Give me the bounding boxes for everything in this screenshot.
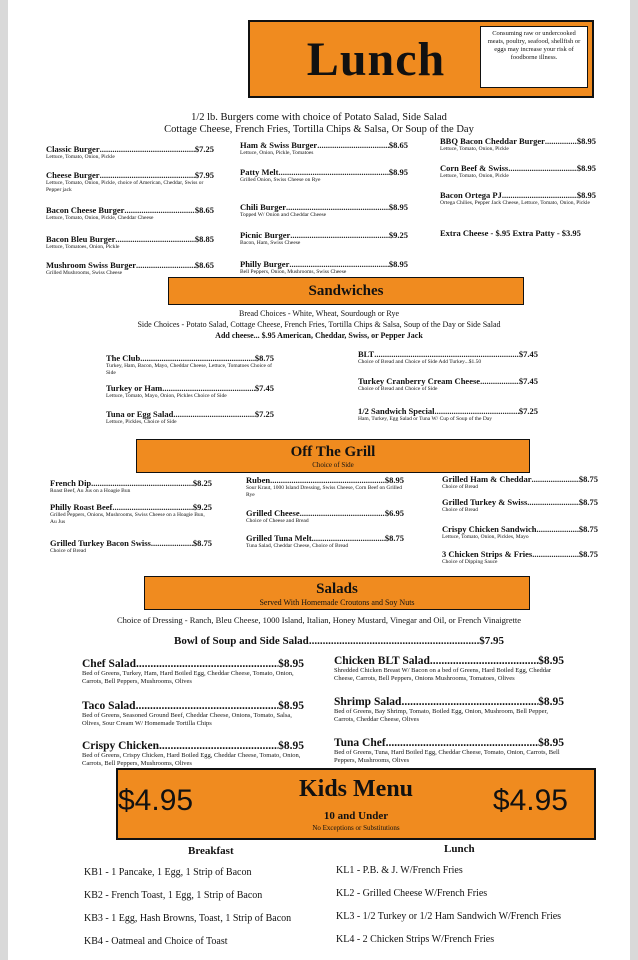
menu-item xyxy=(240,167,408,184)
kids-breakfast-item: KB2 - French Toast, 1 Egg, 1 Strip of Bacon xyxy=(84,890,263,901)
menu-item xyxy=(358,349,538,366)
item-description: Choice of Cheese and Bread xyxy=(246,518,309,524)
dressing-choices: Choice of Dressing - Ranch, Bleu Cheese, 1000 Island, Italian, Honey Mustard, Vinegar and Oil, or French Vinaigrette xyxy=(117,615,521,625)
kids-lunch-heading: Lunch xyxy=(444,843,475,855)
item-description: Bed of Greens, Seasoned Ground Beef, Cheddar Cheese, Onions, Tomato, Salsa, Olives, Sour Cream W/ Homemade Tortilla Chips xyxy=(82,712,292,727)
item-name: Bacon Cheese Burger xyxy=(46,205,125,215)
item-price: $8.25 xyxy=(192,478,212,488)
item-price: $6.95 xyxy=(384,508,404,518)
item-price: $8.95 xyxy=(278,740,304,752)
item-description: Grilled Onion, Swiss Cheese on Rye xyxy=(240,177,321,183)
item-description: Topped W/ Onion and Cheddar Cheese xyxy=(240,212,327,218)
item-description: Lettuce, Tomato, Onion, Pickle, Cheddar Cheese xyxy=(46,215,154,221)
menu-item xyxy=(46,234,214,251)
item-price: $7.25 xyxy=(518,406,538,416)
item-name: 1/2 Sandwich Special xyxy=(358,406,435,416)
item-description: Lettuce, Pickles, Choice of Side xyxy=(106,419,177,425)
item-price: $8.95 xyxy=(576,136,596,146)
grill-subtitle: Choice of Side xyxy=(312,461,354,469)
item-description: Lettuce, Tomato, Onion, Pickle xyxy=(46,154,115,160)
kids-breakfast-item: KB4 - Oatmeal and Choice of Toast xyxy=(84,936,228,947)
item-name: BLT xyxy=(358,349,375,359)
item-name: Ruben xyxy=(246,475,271,485)
item-name: Patty Melt xyxy=(240,167,279,177)
item-name: Cheese Burger xyxy=(46,170,100,180)
item-price: $7.45 xyxy=(518,376,538,386)
menu-item xyxy=(334,737,564,764)
item-price: $8.95 xyxy=(538,737,564,749)
item-name: Crispy Chicken xyxy=(82,740,159,752)
menu-item xyxy=(240,202,408,219)
item-name: The Club xyxy=(106,353,141,363)
item-name: Mushroom Swiss Burger xyxy=(46,260,137,270)
menu-item xyxy=(82,700,304,727)
item-description: Ham, Turkey, Egg Salad or Tuna W/ Cup of Soup of the Day xyxy=(358,416,492,422)
item-price: $8.95 xyxy=(576,163,596,173)
sandwiches-title: Sandwiches xyxy=(308,283,384,299)
menu-item xyxy=(106,409,274,426)
item-description: Choice of Bread xyxy=(442,484,479,490)
item-description: Shredded Chicken Breast W/ Bacon on a bed of Greens, Hard Boiled Egg, Cheddar Cheese, Carrots, Bell Peppers, Onions Mushrooms, Tomatoes, Olives xyxy=(334,667,552,682)
item-name: Corn Beef & Swiss xyxy=(440,163,509,173)
kids-price-right: $4.95 xyxy=(492,784,568,817)
item-name: Chef Salad xyxy=(82,658,136,670)
item-name: Bacon Ortega PJ xyxy=(440,190,502,200)
item-price: $8.75 xyxy=(578,549,598,559)
item-price: $8.75 xyxy=(384,533,404,543)
menu-item xyxy=(82,658,304,685)
menu-item xyxy=(50,502,212,525)
item-description: Choice of Bread and Choice of Side xyxy=(358,386,438,392)
menu-item xyxy=(106,353,274,376)
menu-item xyxy=(334,655,564,682)
menu-item xyxy=(240,259,408,276)
kids-lunch-item: KL4 - 2 Chicken Strips W/French Fries xyxy=(336,934,495,945)
kids-lunch-item: KL1 - P.B. & J. W/French Fries xyxy=(336,865,463,876)
item-description: Sour Kraut, 1000 Island Dressing, Swiss Cheese, Corn Beef on Grilled Rye xyxy=(246,485,402,498)
item-description: Grilled Peppers, Onions, Mushrooms, Swiss Cheese on a Hoagie Bun, Au Jus xyxy=(50,512,205,525)
menu-item xyxy=(246,533,404,550)
kids-breakfast-heading: Breakfast xyxy=(188,845,234,857)
salads-subtitle: Served With Homemade Croutons and Soy Nuts xyxy=(259,598,415,607)
item-price: $8.75 xyxy=(578,524,598,534)
item-price: $7.25 xyxy=(254,409,274,419)
menu-item xyxy=(442,549,598,566)
menu-item xyxy=(440,163,596,180)
item-price: $8.65 xyxy=(194,205,214,215)
item-name: Grilled Tuna Melt xyxy=(246,533,312,543)
item-name: Crispy Chicken Sandwich xyxy=(442,524,537,534)
kids-no-exceptions: No Exceptions or Substitutions xyxy=(312,824,400,832)
item-price: $8.75 xyxy=(578,474,598,484)
kids-breakfast-item: KB1 - 1 Pancake, 1 Egg, 1 Strip of Bacon xyxy=(84,867,252,878)
item-price: $9.25 xyxy=(192,502,212,512)
item-description: Bed of Greens, Crispy Chicken, Hard Boiled Egg, Cheddar Cheese, Tomato, Onion, Carrots, Bell Peppers, Mushrooms, Olives xyxy=(82,752,301,767)
item-description: Turkey, Ham, Bacon, Mayo, Cheddar Cheese, Lettuce, Tomatoes Choice of Side xyxy=(106,363,272,376)
item-name: 3 Chicken Strips & Fries xyxy=(442,549,533,559)
kids-banner xyxy=(116,768,596,840)
item-price: $8.75 xyxy=(578,497,598,507)
item-description: Bacon, Ham, Swiss Cheese xyxy=(240,240,301,246)
item-name: Tuna Chef xyxy=(334,737,386,749)
item-price: $8.95 xyxy=(388,259,408,269)
item-price: $8.95 xyxy=(388,167,408,177)
item-name: Tuna or Egg Salad xyxy=(106,409,174,419)
item-price: $9.25 xyxy=(388,230,408,240)
item-price: $7.45 xyxy=(254,383,274,393)
item-name: Philly Roast Beef xyxy=(50,502,113,512)
item-name: Grilled Cheese xyxy=(246,508,300,518)
salads-banner xyxy=(144,576,530,610)
burger-intro-line-1: 1/2 lb. Burgers come with choice of Potato Salad, Side Salad xyxy=(191,112,447,123)
menu-item xyxy=(358,376,538,393)
item-price: $8.95 xyxy=(388,202,408,212)
item-description: Bed of Greens, Bay Shrimp, Tomato, Boiled Egg, Onion, Mushroom, Bell Pepper, Carrots, Cheddar Cheese, Olives xyxy=(334,708,549,723)
item-name: Grilled Turkey & Swiss xyxy=(442,497,528,507)
menu-item xyxy=(246,508,404,525)
item-name: Shrimp Salad xyxy=(334,696,402,708)
item-description: Lettuce, Onion, Pickle, Tomatoes xyxy=(240,150,314,156)
kids-lunch-item: KL3 - 1/2 Turkey or 1/2 Ham Sandwich W/French Fries xyxy=(336,911,562,922)
item-price: $8.75 xyxy=(254,353,274,363)
item-price: $8.95 xyxy=(384,475,404,485)
menu-page xyxy=(8,0,630,960)
lunch-banner xyxy=(248,20,594,98)
menu-item xyxy=(50,478,212,495)
item-price: $8.95 xyxy=(538,655,564,667)
item-name: Ham & Swiss Burger xyxy=(240,140,318,150)
burger-intro-line-2: Cottage Cheese, French Fries, Tortilla Chips & Salsa, Or Soup of the Day xyxy=(164,124,474,135)
menu-item xyxy=(46,205,214,222)
item-name: Turkey Cranberry Cream Cheese xyxy=(358,376,481,386)
item-description: Lettuce, Tomato, Mayo, Onion, Pickles Choice of Side xyxy=(106,393,227,399)
menu-item xyxy=(246,475,404,498)
item-price: $7.25 xyxy=(194,144,214,154)
menu-item xyxy=(442,474,598,491)
item-name: Grilled Turkey Bacon Swiss xyxy=(50,538,151,548)
sandwiches-banner xyxy=(168,277,524,305)
item-description: Tuna Salad, Cheddar Cheese, Choice of Bread xyxy=(246,543,349,549)
item-description: Lettuce, Tomato, Onion, Pickle xyxy=(440,173,509,179)
item-description: Ortega Chilies, Pepper Jack Cheese, Lettuce, Tomato, Onion, Pickle xyxy=(440,200,590,206)
soup-salad-price: $7.95 xyxy=(479,635,504,647)
menu-item xyxy=(46,144,214,161)
grill-banner xyxy=(136,439,530,473)
item-price: $7.95 xyxy=(194,170,214,180)
item-description: Bell Peppers, Onion, Mushrooms, Swiss Cheese xyxy=(240,269,347,275)
menu-item xyxy=(440,136,596,153)
item-name: Taco Salad xyxy=(82,700,136,712)
item-description: Lettuce, Tomato, Onion, Pickles, Mayo xyxy=(442,534,529,540)
item-name: French Dip xyxy=(50,478,92,488)
kids-breakfast-item: KB3 - 1 Egg, Hash Browns, Toast, 1 Strip of Bacon xyxy=(84,913,292,924)
menu-item xyxy=(334,696,564,723)
side-choices: Side Choices - Potato Salad, Cottage Cheese, French Fries, Tortilla Chips & Salsa, Soup of the Day or Side Salad xyxy=(137,320,501,329)
item-name: Picnic Burger xyxy=(240,230,291,240)
menu-item xyxy=(240,140,408,157)
kids-lunch-item: KL2 - Grilled Cheese W/French Fries xyxy=(336,888,488,899)
item-description: Roast Beef, Au Jus on a Hoagie Bun xyxy=(50,488,131,494)
item-name: Grilled Ham & Cheddar xyxy=(442,474,532,484)
item-description: Choice of Bread xyxy=(442,507,479,513)
menu-item xyxy=(50,538,212,555)
menu-item xyxy=(82,740,304,767)
item-description: Choice of Dipping Sauce xyxy=(442,559,498,565)
item-price: $8.65 xyxy=(194,260,214,270)
item-description: Lettuce, Tomatoes, Onion, Pickle xyxy=(46,244,120,250)
item-price: $8.95 xyxy=(278,700,304,712)
item-name: Chili Burger xyxy=(240,202,287,212)
soup-salad-name: Bowl of Soup and Side Salad xyxy=(174,635,309,647)
kids-age: 10 and Under xyxy=(323,810,389,822)
soup-salad-item xyxy=(174,635,504,647)
item-price: $8.75 xyxy=(192,538,212,548)
menu-item xyxy=(46,170,214,193)
menu-item xyxy=(358,406,538,423)
menu-item xyxy=(106,383,274,400)
item-name: Philly Burger xyxy=(240,259,290,269)
item-description: Choice of Bread and Choice of Side Add Turkey...$1.50 xyxy=(358,359,482,365)
item-price: $8.95 xyxy=(278,658,304,670)
menu-item xyxy=(240,230,408,247)
menu-item xyxy=(442,497,598,514)
item-price: $8.85 xyxy=(194,234,214,244)
menu-item xyxy=(46,260,214,277)
item-price: $7.45 xyxy=(518,349,538,359)
lunch-title: Lunch xyxy=(306,33,446,86)
extras-line: Extra Cheese - $.95 Extra Patty - $3.95 xyxy=(440,228,581,238)
bread-choices: Bread Choices - White, Wheat, Sourdough or Rye xyxy=(238,309,399,318)
item-name: Classic Burger xyxy=(46,144,100,154)
item-name: Chicken BLT Salad xyxy=(334,655,430,667)
item-description: Bed of Greens, Turkey, Ham, Hard Boiled Egg, Cheddar Cheese, Tomato, Onion, Carrots, Bell Peppers, Mushrooms, Olives xyxy=(82,670,294,685)
item-name: Bacon Bleu Burger xyxy=(46,234,116,244)
grill-title: Off The Grill xyxy=(290,444,376,460)
item-description: Bed of Greens, Tuna, Hard Boiled Egg, Cheddar Cheese, Tomato, Onion, Carrots, Bell Peppers, Mushrooms, Olives xyxy=(334,749,560,764)
item-name: BBQ Bacon Cheddar Burger xyxy=(440,136,545,146)
item-price: $8.95 xyxy=(576,190,596,200)
salads-title: Salads xyxy=(316,581,358,597)
item-price: $8.95 xyxy=(538,696,564,708)
consume-notice: Consuming raw or undercooked meats, poultry, seafood, shellfish or eggs may increase your risk of foodborne illness. xyxy=(480,26,588,88)
menu-item xyxy=(442,524,598,541)
item-name: Turkey or Ham xyxy=(106,383,163,393)
item-description: Choice of Bread xyxy=(50,548,87,554)
item-price: $8.65 xyxy=(388,140,408,150)
item-description: Lettuce, Tomato, Onion, Pickle xyxy=(440,146,509,152)
menu-item xyxy=(440,190,596,207)
kids-title: Kids Menu xyxy=(298,776,414,802)
item-description: Lettuce, Tomato, Onion, Pickle, choice of American, Cheddar, Swiss or Pepper jack xyxy=(46,180,204,193)
add-cheese: Add cheese... $.95 American, Cheddar, Swiss, or Pepper Jack xyxy=(215,331,423,340)
kids-price-left: $4.95 xyxy=(118,784,194,817)
item-description: Grilled Mushrooms, Swiss Cheese xyxy=(46,270,123,276)
